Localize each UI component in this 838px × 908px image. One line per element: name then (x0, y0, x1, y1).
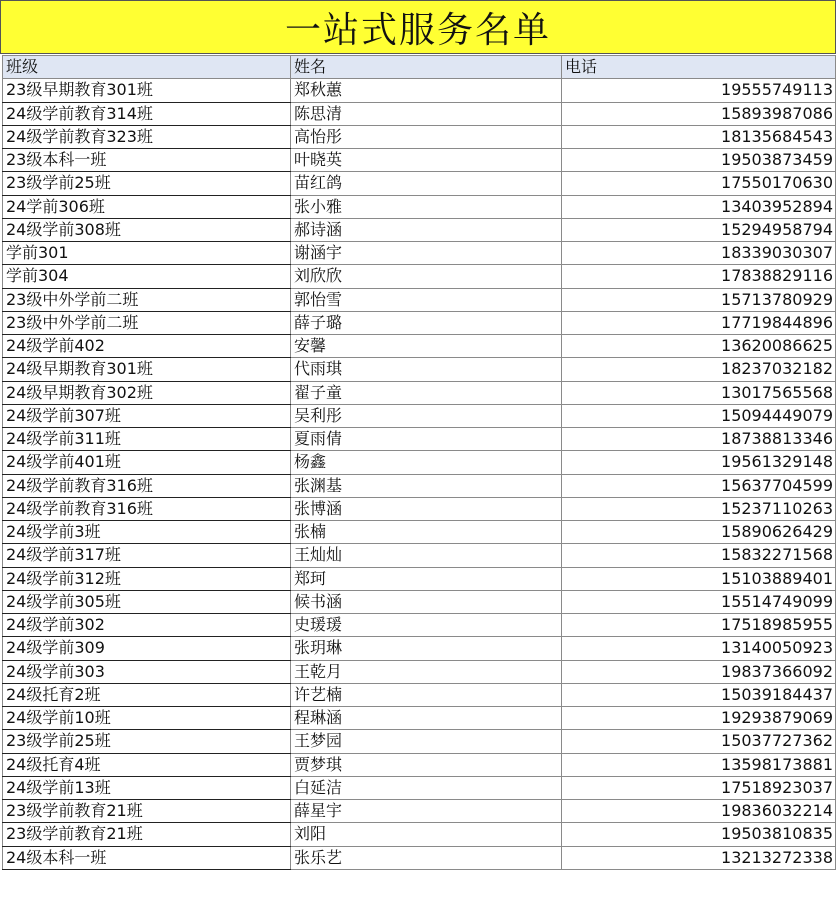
cell-class[interactable]: 24级本科一班 (3, 846, 291, 869)
cell-class[interactable]: 24级学前305班 (3, 590, 291, 613)
cell-phone[interactable]: 19503810835 (562, 823, 836, 846)
cell-name[interactable]: 薛子璐 (291, 311, 562, 334)
cell-class[interactable]: 23级中外学前二班 (3, 288, 291, 311)
table-row (3, 637, 836, 660)
cell-class[interactable]: 24级学前教育316班 (3, 474, 291, 497)
cell-phone[interactable]: 13598173881 (562, 753, 836, 776)
table-row (3, 776, 836, 799)
cell-class[interactable]: 23级学前25班 (3, 172, 291, 195)
cell-class[interactable]: 24级学前10班 (3, 707, 291, 730)
cell-class[interactable]: 24学前306班 (3, 195, 291, 218)
table-row (3, 311, 836, 334)
cell-name[interactable]: 张楠 (291, 521, 562, 544)
cell-name[interactable]: 白延洁 (291, 776, 562, 799)
table-row (3, 242, 836, 265)
cell-class[interactable]: 24级学前317班 (3, 544, 291, 567)
cell-class[interactable]: 学前304 (3, 265, 291, 288)
table-row (3, 218, 836, 241)
table-row (3, 474, 836, 497)
cell-name[interactable]: 薛星宇 (291, 800, 562, 823)
cell-phone[interactable]: 18237032182 (562, 358, 836, 381)
table-row (3, 125, 836, 148)
cell-name[interactable]: 翟子童 (291, 381, 562, 404)
cell-class[interactable]: 24级学前教育316班 (3, 497, 291, 520)
cell-class[interactable]: 24级学前教育323班 (3, 125, 291, 148)
cell-name[interactable]: 郑珂 (291, 567, 562, 590)
cell-name[interactable]: 杨鑫 (291, 451, 562, 474)
cell-name[interactable]: 刘阳 (291, 823, 562, 846)
table-row (3, 428, 836, 451)
cell-class[interactable]: 24级学前13班 (3, 776, 291, 799)
table-row (3, 730, 836, 753)
cell-class[interactable]: 24级学前303 (3, 660, 291, 683)
cell-name[interactable]: 程琳涵 (291, 707, 562, 730)
cell-name[interactable]: 张小雅 (291, 195, 562, 218)
cell-name[interactable]: 张乐艺 (291, 846, 562, 869)
cell-class[interactable]: 学前301 (3, 242, 291, 265)
cell-phone[interactable]: 15037727362 (562, 730, 836, 753)
cell-name[interactable]: 吴利彤 (291, 404, 562, 427)
cell-phone[interactable]: 15637704599 (562, 474, 836, 497)
cell-class[interactable]: 24级学前401班 (3, 451, 291, 474)
roster-table (2, 55, 836, 870)
cell-phone[interactable]: 15094449079 (562, 404, 836, 427)
table-row (3, 195, 836, 218)
cell-class[interactable]: 24级早期教育302班 (3, 381, 291, 404)
cell-phone[interactable]: 15237110263 (562, 497, 836, 520)
cell-name[interactable]: 郭怡雪 (291, 288, 562, 311)
cell-name[interactable]: 张博涵 (291, 497, 562, 520)
cell-class[interactable]: 24级托育4班 (3, 753, 291, 776)
table-row (3, 288, 836, 311)
cell-phone[interactable]: 19503873459 (562, 149, 836, 172)
table-row (3, 451, 836, 474)
cell-class[interactable]: 23级早期教育301班 (3, 79, 291, 102)
cell-name[interactable]: 许艺楠 (291, 683, 562, 706)
header-row (3, 56, 836, 79)
cell-class[interactable]: 24级学前402 (3, 335, 291, 358)
table-row (3, 102, 836, 125)
cell-phone[interactable]: 15039184437 (562, 683, 836, 706)
cell-name[interactable]: 陈思清 (291, 102, 562, 125)
table-row (3, 544, 836, 567)
table-row (3, 567, 836, 590)
cell-class[interactable]: 24级学前教育314班 (3, 102, 291, 125)
cell-name[interactable]: 刘欣欣 (291, 265, 562, 288)
cell-class[interactable]: 23级学前25班 (3, 730, 291, 753)
cell-phone[interactable]: 15890626429 (562, 521, 836, 544)
cell-name[interactable]: 王梦园 (291, 730, 562, 753)
table-row (3, 172, 836, 195)
table-row (3, 683, 836, 706)
cell-class[interactable]: 23级本科一班 (3, 149, 291, 172)
cell-name[interactable]: 张渊基 (291, 474, 562, 497)
cell-phone[interactable]: 17838829116 (562, 265, 836, 288)
header-name[interactable]: 姓名 (291, 56, 562, 79)
cell-phone[interactable]: 13620086625 (562, 335, 836, 358)
cell-phone[interactable]: 17719844896 (562, 311, 836, 334)
cell-phone[interactable]: 17550170630 (562, 172, 836, 195)
cell-phone[interactable]: 17518923037 (562, 776, 836, 799)
cell-phone[interactable]: 19293879069 (562, 707, 836, 730)
cell-phone[interactable]: 15103889401 (562, 567, 836, 590)
cell-class[interactable]: 24级学前308班 (3, 218, 291, 241)
cell-class[interactable]: 24级学前307班 (3, 404, 291, 427)
cell-class[interactable]: 24级学前309 (3, 637, 291, 660)
cell-phone[interactable]: 15294958794 (562, 218, 836, 241)
table-row (3, 800, 836, 823)
header-phone[interactable]: 电话 (562, 56, 836, 79)
cell-phone[interactable]: 13213272338 (562, 846, 836, 869)
cell-name[interactable]: 郝诗涵 (291, 218, 562, 241)
cell-class[interactable]: 24级托育2班 (3, 683, 291, 706)
cell-phone[interactable]: 15514749099 (562, 590, 836, 613)
cell-name[interactable]: 谢涵宇 (291, 242, 562, 265)
cell-name[interactable]: 候书涵 (291, 590, 562, 613)
cell-phone[interactable]: 13140050923 (562, 637, 836, 660)
table-row (3, 149, 836, 172)
cell-name[interactable]: 王乾月 (291, 660, 562, 683)
cell-name[interactable]: 代雨琪 (291, 358, 562, 381)
table-row (3, 823, 836, 846)
cell-name[interactable]: 苗红鸽 (291, 172, 562, 195)
cell-name[interactable]: 王灿灿 (291, 544, 562, 567)
cell-phone[interactable]: 13017565568 (562, 381, 836, 404)
header-class[interactable]: 班级 (3, 56, 291, 79)
cell-name[interactable]: 安馨 (291, 335, 562, 358)
table-row (3, 358, 836, 381)
cell-phone[interactable]: 15713780929 (562, 288, 836, 311)
table-row (3, 707, 836, 730)
cell-class[interactable]: 23级学前教育21班 (3, 800, 291, 823)
table-row (3, 404, 836, 427)
cell-name[interactable]: 史瑗瑗 (291, 614, 562, 637)
table-row (3, 521, 836, 544)
table-row (3, 497, 836, 520)
cell-name[interactable]: 郑秋蕙 (291, 79, 562, 102)
table-row (3, 846, 836, 869)
cell-class[interactable]: 24级早期教育301班 (3, 358, 291, 381)
table-row (3, 660, 836, 683)
cell-phone[interactable]: 19837366092 (562, 660, 836, 683)
table-row (3, 335, 836, 358)
cell-name[interactable]: 叶晓英 (291, 149, 562, 172)
cell-phone[interactable]: 19836032214 (562, 800, 836, 823)
cell-name[interactable]: 张玥琳 (291, 637, 562, 660)
cell-phone[interactable]: 18339030307 (562, 242, 836, 265)
cell-class[interactable]: 24级学前302 (3, 614, 291, 637)
cell-class[interactable]: 24级学前3班 (3, 521, 291, 544)
cell-class[interactable]: 24级学前312班 (3, 567, 291, 590)
table-row (3, 265, 836, 288)
cell-phone[interactable]: 13403952894 (562, 195, 836, 218)
cell-class[interactable]: 23级学前教育21班 (3, 823, 291, 846)
sheet-title: 一站式服务名单 (0, 0, 836, 54)
cell-phone[interactable]: 17518985955 (562, 614, 836, 637)
cell-name[interactable]: 夏雨倩 (291, 428, 562, 451)
cell-name[interactable]: 高怡彤 (291, 125, 562, 148)
cell-phone[interactable]: 18738813346 (562, 428, 836, 451)
cell-phone[interactable]: 15893987086 (562, 102, 836, 125)
cell-phone[interactable]: 19561329148 (562, 451, 836, 474)
cell-phone[interactable]: 19555749113 (562, 79, 836, 102)
cell-phone[interactable]: 15832271568 (562, 544, 836, 567)
cell-name[interactable]: 贾梦琪 (291, 753, 562, 776)
table-row (3, 381, 836, 404)
table-row (3, 590, 836, 613)
cell-class[interactable]: 24级学前311班 (3, 428, 291, 451)
cell-phone[interactable]: 18135684543 (562, 125, 836, 148)
table-row (3, 614, 836, 637)
table-row (3, 79, 836, 102)
table-row (3, 753, 836, 776)
cell-class[interactable]: 23级中外学前二班 (3, 311, 291, 334)
